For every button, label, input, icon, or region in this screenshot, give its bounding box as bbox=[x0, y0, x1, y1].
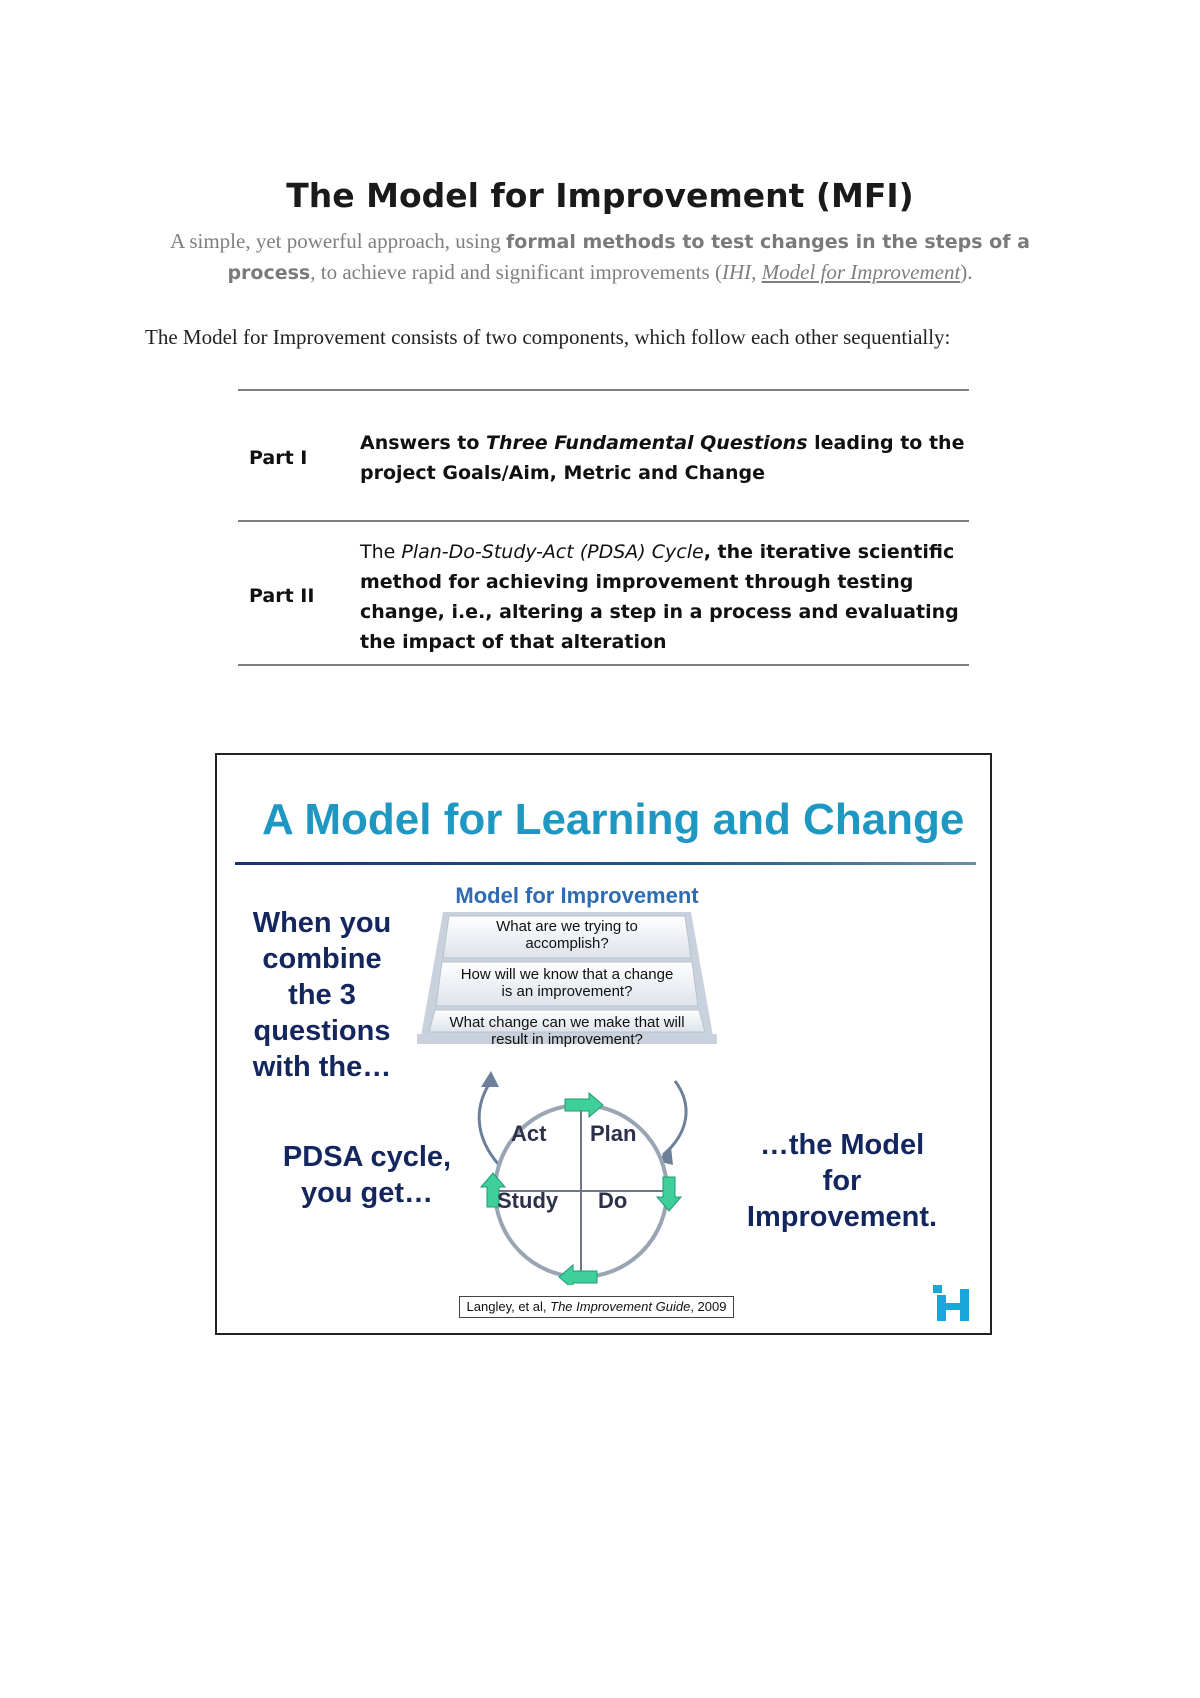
part-2-description bbox=[360, 537, 970, 657]
model-for-improvement-label: Model for Improvement bbox=[455, 883, 699, 908]
slide-pdsa-text: PDSA cycle, you get… bbox=[282, 1141, 452, 1209]
part-2-desc-italic: Plan-Do-Study-Act (PDSA) Cycle bbox=[401, 541, 704, 563]
table-top-rule bbox=[238, 389, 969, 391]
subtitle-text-1: A simple, yet powerful approach, using bbox=[170, 229, 507, 253]
ihi-logo-icon bbox=[933, 1285, 973, 1321]
citation-post: , 2009 bbox=[690, 1299, 727, 1314]
cycle-study-label: Study bbox=[497, 1188, 559, 1213]
page-title: The Model for Improvement (MFI) bbox=[286, 176, 914, 215]
cycle-act-label: Act bbox=[511, 1121, 547, 1146]
table-middle-rule bbox=[238, 520, 969, 522]
part-1-desc-pre: Answers to bbox=[360, 432, 487, 454]
subtitle-text-3: ). bbox=[960, 260, 973, 284]
part-1-label: Part I bbox=[249, 447, 308, 469]
table-bottom-rule bbox=[238, 664, 969, 666]
question-2: How will we know that a change is an improvement? bbox=[460, 966, 674, 1000]
slide-right-text: …the Model for Improvement. bbox=[746, 1129, 938, 1233]
part-2-label: Part II bbox=[249, 585, 315, 607]
left-curved-arrow bbox=[479, 1081, 499, 1165]
model-for-improvement-link[interactable]: Model for Improvement bbox=[761, 260, 961, 284]
slide-left-text: When you combine the 3 questions with the… bbox=[252, 907, 392, 1083]
cycle-do-label: Do bbox=[598, 1188, 628, 1213]
pdsa-cycle-diagram bbox=[457, 1065, 717, 1285]
subtitle-text-2: , to achieve rapid and significant improvements ( bbox=[310, 260, 722, 284]
citation-pre: Langley, et al, bbox=[466, 1299, 551, 1314]
left-arrowhead-icon bbox=[481, 1071, 499, 1087]
citation-italic: The Improvement Guide bbox=[550, 1299, 691, 1314]
slide-citation bbox=[459, 1296, 734, 1318]
part-1-desc-post: leading to the project Goals/Aim, Metric and Change bbox=[360, 432, 965, 484]
slide-title: A Model for Learning and Change bbox=[262, 795, 965, 844]
subtitle bbox=[160, 226, 1040, 288]
model-slide-image bbox=[215, 753, 992, 1335]
intro-paragraph: The Model for Improvement consists of two components, which follow each other sequentially: bbox=[145, 325, 951, 349]
part-2-desc-pre: The bbox=[360, 541, 402, 563]
slide-title-underline bbox=[235, 862, 976, 865]
right-curved-arrow bbox=[663, 1081, 686, 1155]
part-2-desc-post: , the iterative scientific method for achieving improvement through testing change, i.e., altering a step in a process and evaluating the impact of that alteration bbox=[360, 541, 959, 653]
question-3: What change can we make that will result in improvement? bbox=[449, 1014, 685, 1048]
part-1-desc-italic: Three Fundamental Questions bbox=[486, 432, 808, 454]
part-1-description bbox=[360, 428, 970, 488]
question-1: What are we trying to accomplish? bbox=[496, 918, 638, 952]
subtitle-bold: formal methods to test changes in the steps of a process bbox=[227, 231, 1030, 284]
subtitle-source-org: IHI, bbox=[721, 260, 762, 284]
cycle-plan-label: Plan bbox=[590, 1121, 637, 1146]
